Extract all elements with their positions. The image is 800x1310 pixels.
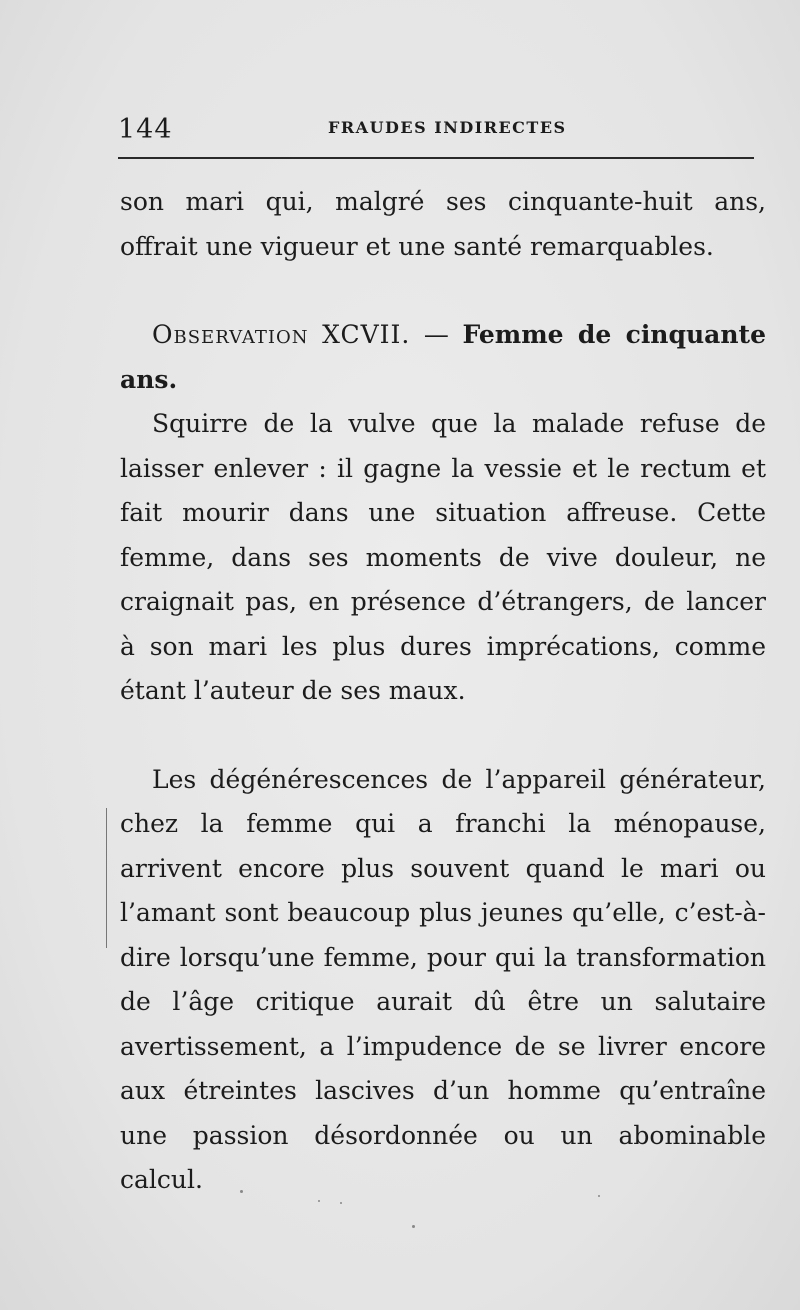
page-number: 144	[118, 114, 173, 145]
paper-speck	[318, 1200, 320, 1202]
observation-dash: —	[423, 320, 449, 349]
running-head	[118, 110, 758, 146]
observation-heading	[120, 313, 766, 402]
paragraph-continuation: son mari qui, malgré ses cinquante-huit ans, offrait une vigueur et une santé remarquables.	[120, 187, 766, 261]
observation-paragraph: Squirre de la vulve que la malade refuse de laisser enlever : il gagne la vessie et le rectum et fait mourir dans une situation affreuse. Cette femme, dans ses moments de vive douleur, ne craignait pas, en présence d’étrangers, de lancer à son mari les plus dures imprécations, comme étant l’auteur de ses maux.	[120, 409, 766, 705]
paper-speck	[240, 1190, 243, 1193]
paper-speck	[598, 1195, 600, 1197]
running-title: FRAUDES INDIRECTES	[328, 118, 567, 137]
commentary-paragraph: Les dégénérescences de l’appareil générateur, chez la femme qui a franchi la ménopause, arrivent encore plus souvent quand le mari ou l’amant sont beaucoup plus jeunes qu’elle, c’est-à-dire lorsqu’une femme, pour qui la transformation de l’âge critique aurait dû être un salutaire avertissement, a l’impudence de se livrer encore aux étreintes lascives d’un homme qu’entraîne une passion désordonnée ou un abominable calcul.	[120, 764, 766, 1194]
body-text	[120, 180, 766, 1203]
margin-pencil-mark	[106, 808, 107, 948]
paper-speck	[412, 1225, 415, 1228]
observation-number: XCVII.	[322, 320, 411, 349]
observation-title: Femme de cinquante ans.	[120, 320, 766, 394]
paper-speck	[340, 1202, 342, 1204]
observation-label: Observation	[152, 320, 309, 349]
header-rule	[118, 157, 754, 159]
